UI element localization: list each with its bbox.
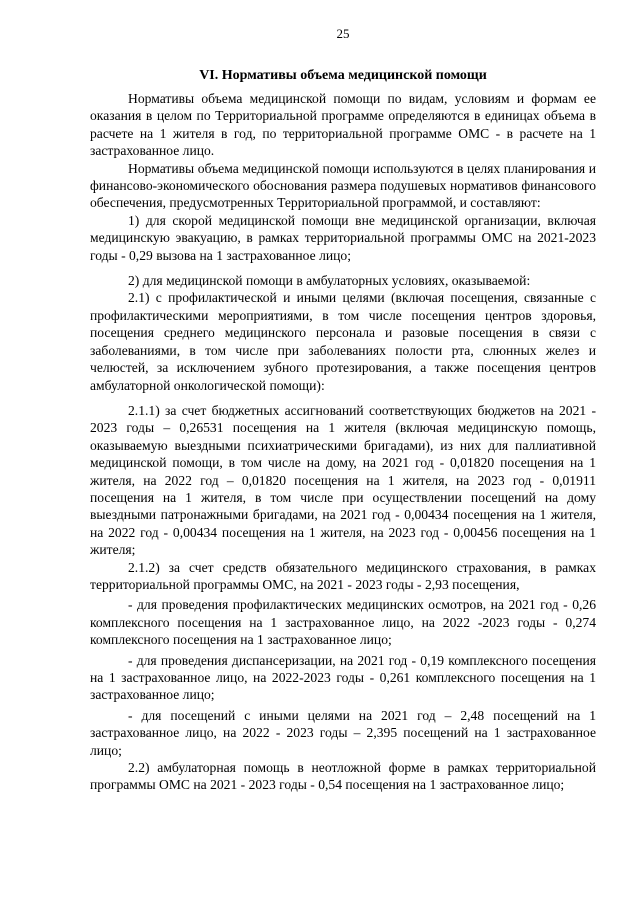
body-text — [90, 90, 596, 794]
paragraph-item-2-1: 2.1) с профилактической и иными целями (включая посещения, связанные с профилактическими мероприятиями, в том числе посещения центров здоровья, посещения среднего медицинского персонала и разовые посещения в связи с заболеваниями, в том числе при заболеваниях полости рта, слюнных желез и челюстей, за исключением зубного протезирования, а также посещения центров амбулаторной онкологической помощи): — [90, 290, 596, 393]
paragraph-item-2-2: 2.2) амбулаторная помощь в неотложной форме в рамках территориальной программы ОМС на 2021 - 2023 годы - 0,54 посещения на 1 застрахованное лицо; — [90, 760, 596, 793]
paragraph-item-2-1-2: 2.1.2) за счет средств обязательного медицинского страхования, в рамках территориальной программы ОМС, на 2021 - 2023 годы - 2,93 посещения, — [90, 559, 596, 592]
paragraph-purpose: Нормативы объема медицинской помощи используются в целях планирования и финансово-экономического обоснования размера подушевых нормативов финансового обеспечения, предусмотренных Территориальной программой, и составляют: — [90, 160, 596, 211]
section-heading: VI. Нормативы объема медицинской помощи — [199, 68, 487, 83]
paragraph-dispensary: - для проведения диспансеризации, на 2021 год - 0,19 комплексного посещения на 1 застрахованное лицо, на 2022-2023 годы - 0,261 комплексного посещения на 1 застрахованное лицо; — [90, 652, 596, 703]
paragraph-item-1: 1) для скорой медицинской помощи вне медицинской организации, включая медицинскую эвакуацию, в рамках территориальной программы ОМС на 2021-2023 годы - 0,29 вызова на 1 застрахованное лицо; — [90, 212, 596, 263]
paragraph-other-visits: - для посещений с иными целями на 2021 год – 2,48 посещений на 1 застрахованное лицо, на 2022 - 2023 годы – 2,395 посещений на 1 застрахованное лицо; — [90, 707, 596, 758]
paragraph-item-2-1-1: 2.1.1) за счет бюджетных ассигнований соответствующих бюджетов на 2021 - 2023 годы – 0,26531 посещения на 1 жителя (включая медицинскую помощь, оказываемую выездными психиатрическими бригадами), из них для паллиативной медицинской помощи, в том числе на дому, на 2021 год - 0,01820 посещения на 1 жителя, на 2022 год – 0,01820 посещения на 1 жителя, на 2023 год - 0,01911 посещения на 1 жителя, в том числе при осуществлении посещений на дому выездными патронажными бригадами, на 2021 год - 0,00434 посещения на 1 жителя, на 2022 год - 0,00434 посещения на 1 жителя, на 2023 год - 0,00456 посещения на 1 жителя; — [90, 402, 596, 558]
paragraph-intro: Нормативы объема медицинской помощи по видам, условиям и формам ее оказания в целом по Территориальной программе определяются в единицах объема в расчете на 1 жителя в год, по территориальной программе ОМС - в расчете на 1 застрахованное лицо. — [90, 91, 596, 159]
paragraph-item-2: 2) для медицинской помощи в амбулаторных условиях, оказываемой: — [128, 273, 531, 289]
page-number: 25 — [336, 26, 350, 41]
paragraph-prof-exams: - для проведения профилактических медицинских осмотров, на 2021 год - 0,26 комплексного посещения на 1 застрахованное лицо, на 2022 -2023 годы - 0,274 комплексного посещения на 1 застрахованное лицо; — [90, 597, 596, 648]
